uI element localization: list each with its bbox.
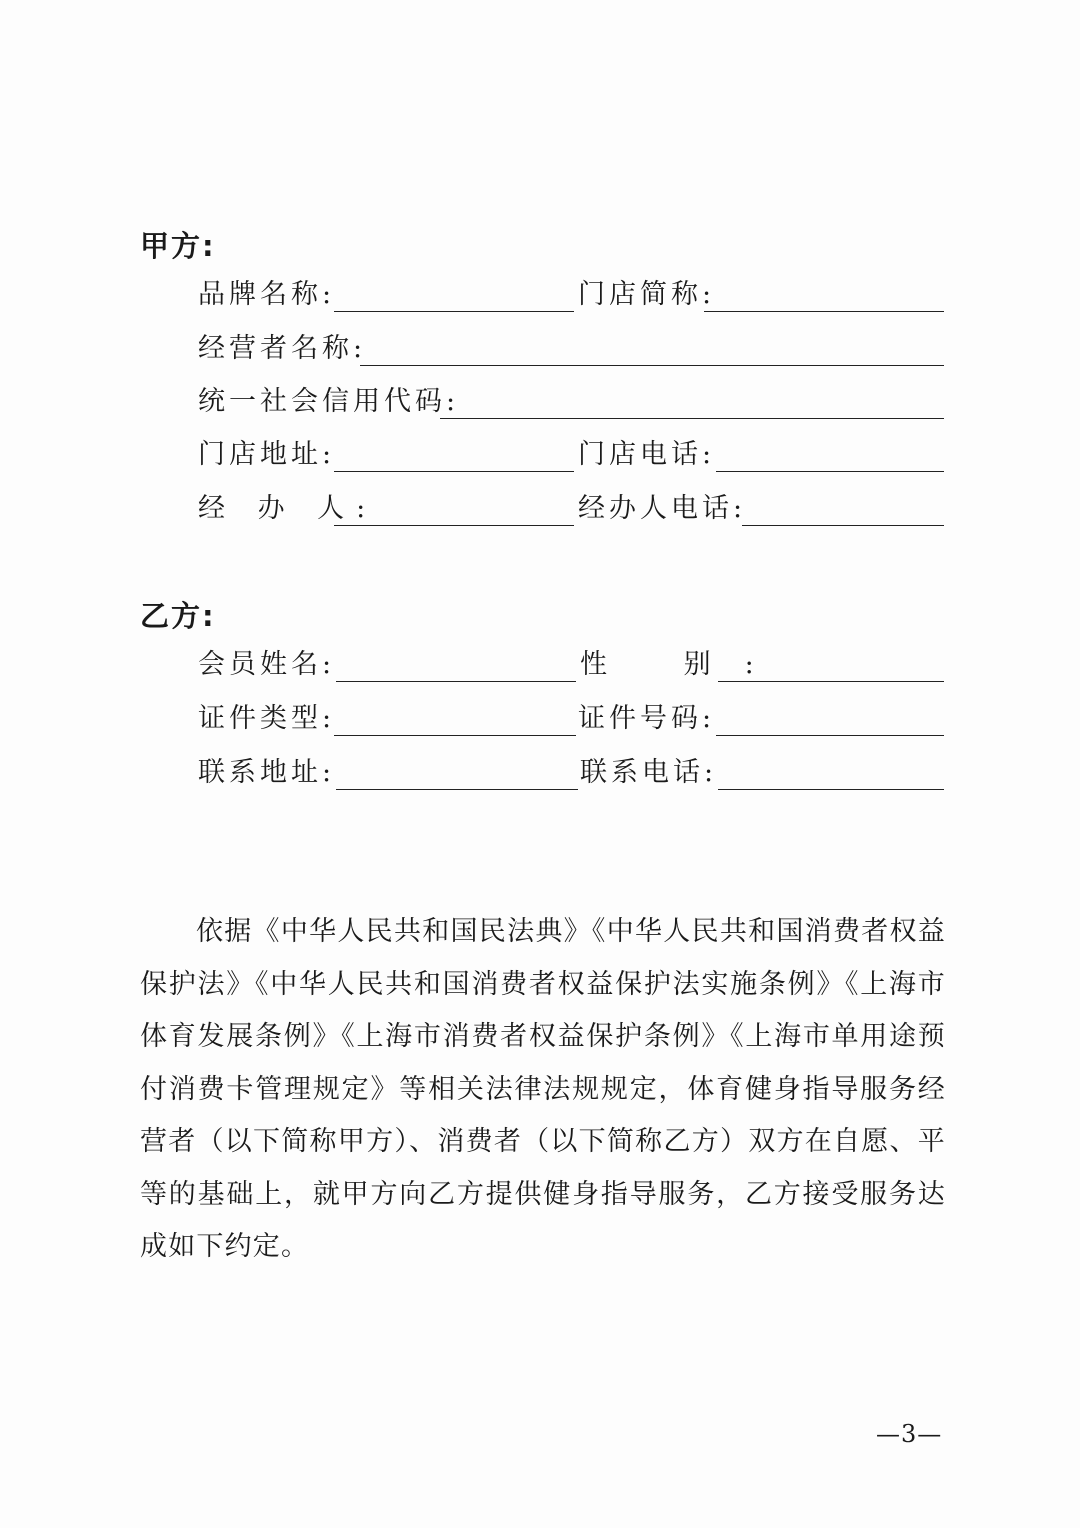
preamble-paragraph: [140, 906, 946, 1274]
store-address-row: [0, 438, 1080, 478]
store-address-blank[interactable]: [334, 471, 574, 472]
handler-phone-blank[interactable]: [742, 525, 944, 526]
operator-name-blank[interactable]: [360, 365, 944, 366]
handler-phone-label: 经办人电话:: [578, 493, 747, 524]
contact-row: [0, 756, 1080, 796]
contact-address-label: 联系地址:: [198, 757, 336, 788]
credit-code-label: 统一社会信用代码:: [198, 386, 460, 417]
store-short-name-blank[interactable]: [704, 311, 944, 312]
gender-label: 性 别:: [580, 649, 788, 680]
credit-code-blank[interactable]: [440, 418, 944, 419]
brand-name-label: 品牌名称:: [198, 279, 336, 310]
store-phone-label: 门店电话:: [578, 439, 716, 470]
id-type-label: 证件类型:: [198, 703, 336, 734]
contact-phone-blank[interactable]: [718, 789, 944, 790]
handler-row: [0, 492, 1080, 532]
handler-blank[interactable]: [334, 525, 574, 526]
operator-name-label: 经营者名称:: [198, 333, 367, 364]
store-address-label: 门店地址:: [198, 439, 336, 470]
credit-code-row: [0, 385, 1080, 425]
id-number-label: 证件号码:: [578, 703, 716, 734]
operator-row: [0, 332, 1080, 372]
contact-phone-label: 联系电话:: [580, 757, 718, 788]
id-number-blank[interactable]: [716, 735, 944, 736]
handler-label: 经 办 人:: [198, 493, 378, 524]
brand-row: [0, 278, 1080, 318]
brand-name-blank[interactable]: [334, 311, 574, 312]
preamble-text: 依据《中华人民共和国民法典》《中华人民共和国消费者权益保护法》《中华人民共和国消费者权益保护法实施条例》《上海市体育发展条例》《上海市消费者权益保护条例》《上海市单用途预付消费卡管理规定》等相关法律法规规定，体育健身指导服务经营者（以下简称甲方）、消费者（以下简称乙方）双方在自愿、平等的基础上，就甲方向乙方提供健身指导服务，乙方接受服务达成如下约定。: [140, 916, 946, 1262]
store-short-name-label: 门店简称:: [578, 279, 716, 310]
page-number: —3—: [876, 1420, 943, 1448]
party-a-title: 甲方:: [140, 229, 216, 263]
id-type-blank[interactable]: [334, 735, 576, 736]
member-name-label: 会员姓名:: [198, 649, 336, 680]
store-phone-blank[interactable]: [716, 471, 944, 472]
gender-blank[interactable]: [718, 681, 944, 682]
member-row: [0, 648, 1080, 688]
member-name-blank[interactable]: [336, 681, 576, 682]
id-row: [0, 702, 1080, 742]
party-b-title: 乙方:: [140, 599, 216, 633]
contact-address-blank[interactable]: [336, 789, 578, 790]
